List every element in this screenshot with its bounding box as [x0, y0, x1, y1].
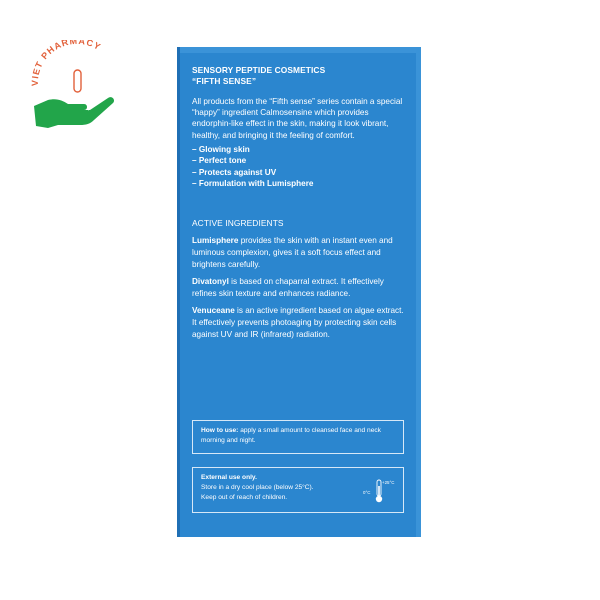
heading-line-2: “FIFTH SENSE”	[192, 76, 257, 86]
product-box-back	[177, 47, 421, 537]
benefit-item: – Glowing skin	[192, 144, 250, 154]
ingredient-venuceane	[192, 305, 404, 340]
heading	[192, 65, 404, 87]
ingredient-divatonyl	[192, 276, 404, 299]
benefit-item: – Formulation with Lumisphere	[192, 179, 314, 189]
intro-text: All products from the “Fifth sense” series contain a special “happy” ingredient Calmosensine which provides endorphin-like effect in the skin, making it look vibrant, healthy, and bringing it the feeling of comfort.	[192, 97, 403, 140]
how-to-use-label: How to use:	[201, 427, 239, 434]
logo-text: VIET PHARMACY	[29, 40, 103, 87]
ingredient-lumisphere	[192, 235, 404, 270]
how-to-use-frame	[192, 420, 404, 454]
heading-line-1: SENSORY PEPTIDE COSMETICS	[192, 65, 326, 75]
active-ingredients-title: ACTIVE INGREDIENTS	[192, 218, 284, 229]
thermo-high-label: +25°C	[382, 480, 395, 485]
how-to-use-text: apply a small amount to cleansed face and neck morning and night.	[201, 427, 381, 444]
thermometer-icon	[363, 478, 397, 504]
benefit-item: – Protects against UV	[192, 167, 277, 177]
box-top-edge	[180, 47, 416, 53]
hand-with-pill-icon	[28, 40, 124, 130]
children-warning: Keep out of reach of children.	[201, 494, 288, 501]
thermo-low-label: 0°C	[363, 490, 371, 495]
benefit-list	[192, 144, 404, 190]
benefit-item: – Perfect tone	[192, 156, 247, 166]
storage-frame	[192, 467, 404, 513]
viet-pharmacy-logo	[28, 40, 124, 130]
ingredient-name: Lumisphere	[192, 236, 239, 246]
svg-text:VIET PHARMACY	[30, 40, 103, 86]
ingredient-text: is an active ingredient based on algae extract. It effectively prevents photoaging by protecting skin cells against UV and IR (infrared) radiation.	[192, 306, 404, 339]
ingredient-text: provides the skin with an instant even and luminous complexion, gives it a soft focus effect and brightens carefully.	[192, 236, 393, 269]
ingredient-name: Venuceane	[192, 306, 235, 316]
external-use-label: External use only.	[201, 474, 257, 481]
ingredient-text: is based on chaparral extract. It effectively refines skin texture and enhances radiance.	[192, 277, 384, 298]
storage-text: Store in a dry cool place (below 25°C).	[201, 484, 314, 491]
ingredient-name: Divatonyl	[192, 277, 229, 287]
